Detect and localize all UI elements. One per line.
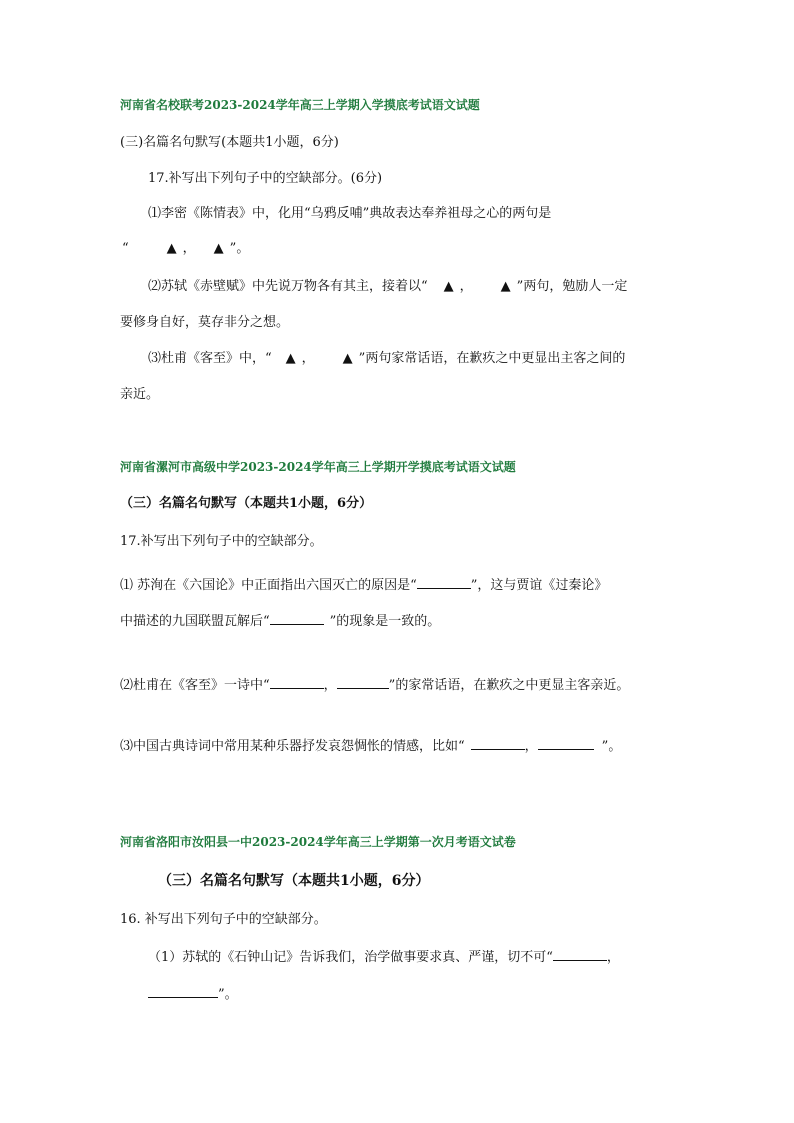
item-line: ⑵苏轼《赤壁赋》中先说万物各有其主，接着以“ ▲ ， ▲ ”两句，勉励人一定 [148, 279, 628, 294]
answer-blank-marker: ▲ [213, 241, 224, 256]
item-line: 亲近。 [120, 387, 160, 402]
question-stem: 17.补写出下列句子中的空缺部分。(6分) [148, 171, 383, 186]
answer-blank[interactable] [417, 576, 471, 589]
item-line: ⑶杜甫《客至》中，“ ▲ ， ▲ ”两句家常话语，在歉疚之中更显出主客之间的 [148, 351, 626, 366]
part-heading: （三）名篇名句默写（本题共1小题，6分） [158, 873, 430, 889]
answer-blank[interactable] [270, 612, 324, 625]
answer-blank-marker: ▲ [500, 279, 511, 294]
question-stem: 17.补写出下列句子中的空缺部分。 [120, 534, 323, 549]
item-line: ⑴ 苏洵在《六国论》中正面指出六国灭亡的原因是“ ”，这与贾谊《过秦论》 [120, 578, 608, 593]
item-line: （1）苏轼的《石钟山记》告诉我们，治学做事要求真、严谨，切不可“ ， [148, 950, 620, 965]
item-line: ⑶中国古典诗词中常用某种乐器抒发哀怨惆怅的情感，比如“ ， ”。 [120, 739, 622, 754]
item-line: 要修身自好，莫存非分之想。 [120, 315, 290, 330]
answer-blank[interactable] [148, 985, 218, 998]
item-line: 中描述的九国联盟瓦解后“ ”的现象是一致的。 [120, 614, 441, 629]
answer-blank[interactable] [337, 676, 389, 689]
item-line: ⑴李密《陈情表》中，化用“乌鸦反哺”典故表达奉养祖母之心的两句是 [148, 206, 552, 221]
answer-blank[interactable] [553, 948, 607, 961]
item-line: ”。 [148, 985, 238, 1004]
answer-blank[interactable] [270, 676, 324, 689]
part-heading: （三）名篇名句默写（本题共1小题，6分） [120, 496, 373, 511]
section-title: 河南省名校联考2023-2024学年高三上学期入学摸底考试语文试题 [120, 98, 480, 112]
answer-blank[interactable] [471, 737, 525, 750]
answer-blank[interactable] [538, 737, 594, 750]
section-title: 河南省洛阳市汝阳县一中2023-2024学年高三上学期第一次月考语文试卷 [120, 835, 516, 849]
answer-blank-marker: ▲ [342, 351, 353, 366]
section-title: 河南省漯河市高级中学2023-2024学年高三上学期开学摸底考试语文试题 [120, 460, 516, 474]
question-stem: 16. 补写出下列句子中的空缺部分。 [120, 912, 327, 927]
answer-blank-marker: ▲ [285, 351, 296, 366]
answer-blank-marker: ▲ [443, 279, 454, 294]
item-line: ⑵杜甫在《客至》一诗中“ ， ”的家常话语，在歉疚之中更显主客亲近。 [120, 678, 630, 693]
answer-blank-marker: ▲ [166, 241, 177, 256]
part-heading: (三)名篇名句默写(本题共1小题，6分) [120, 135, 339, 150]
item-line: “ ▲ ， ▲ ”。 [122, 241, 250, 256]
